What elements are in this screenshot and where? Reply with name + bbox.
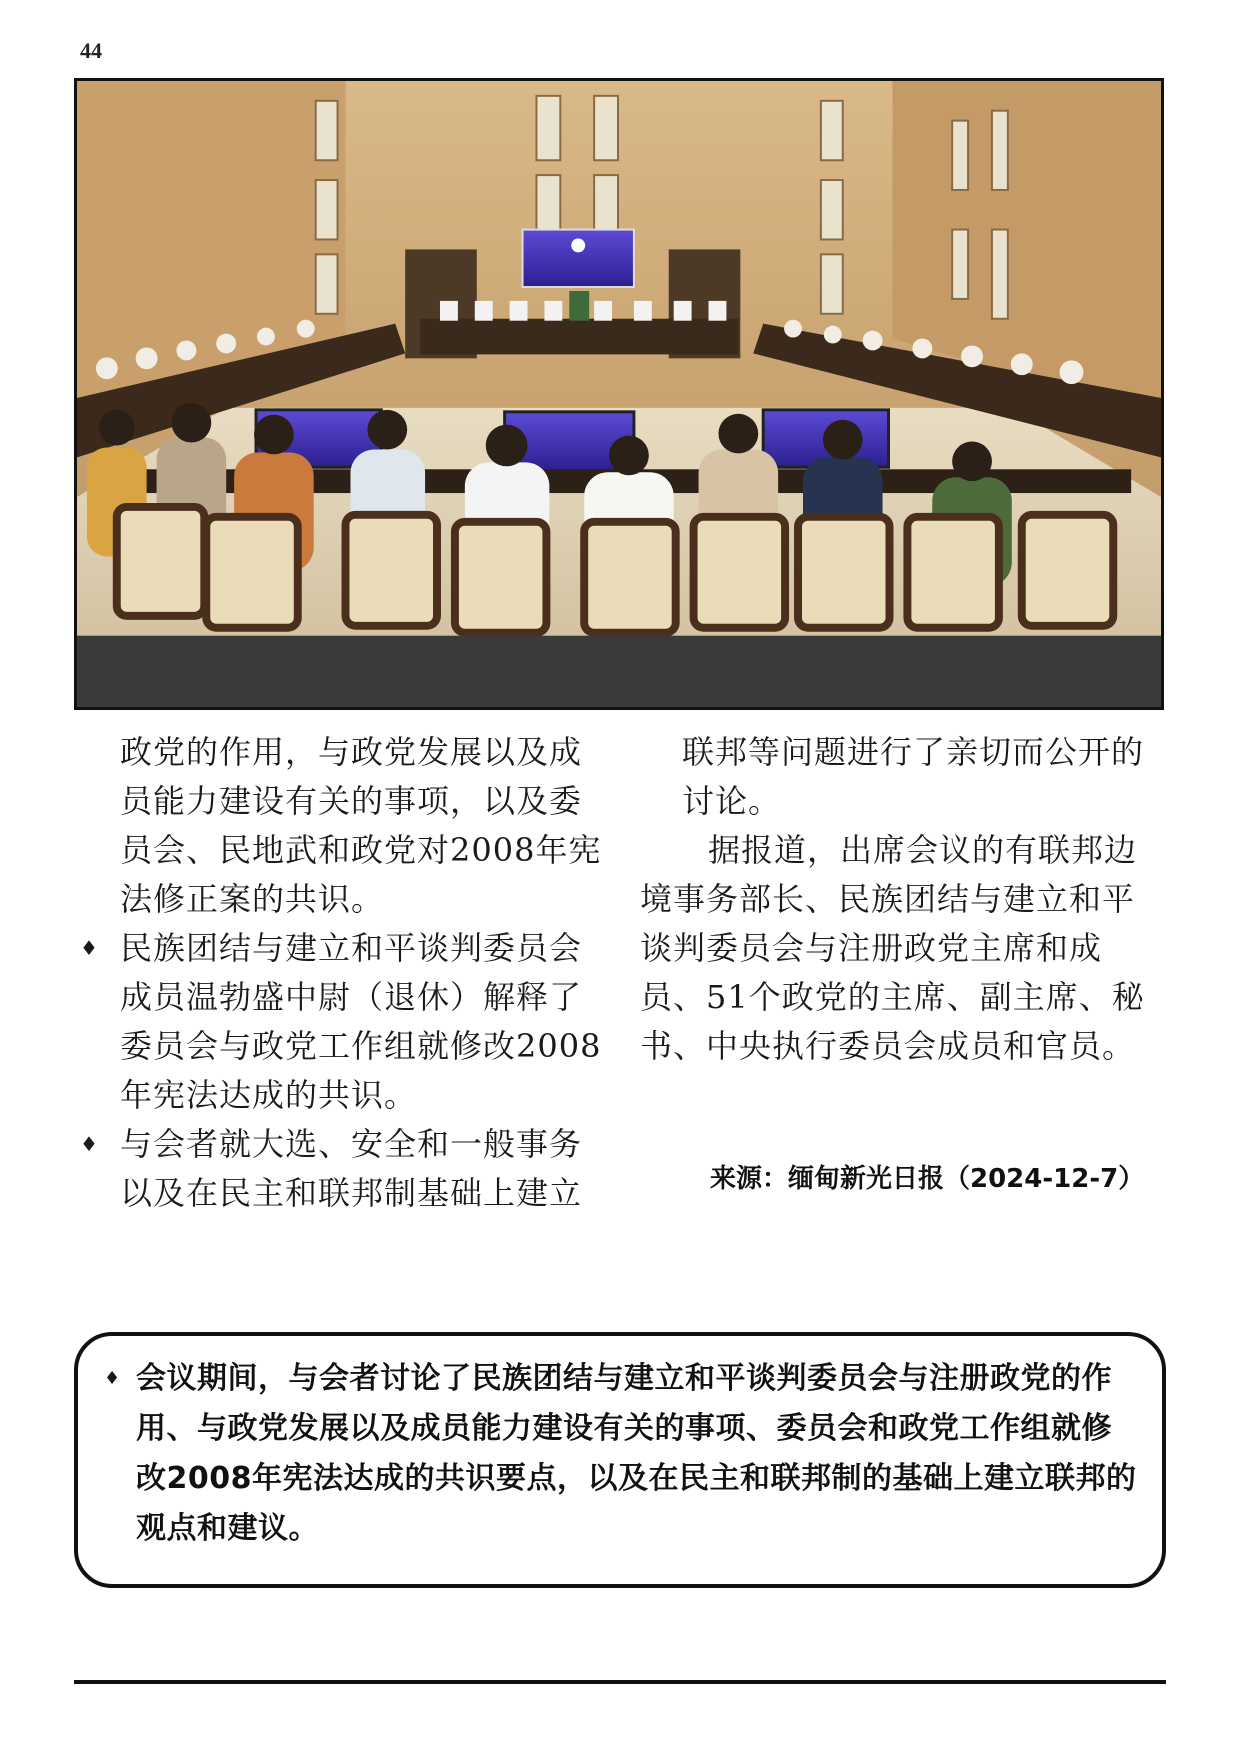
meeting-photo [74, 78, 1164, 710]
summary-callout-box [74, 1332, 1166, 1588]
left-column [80, 728, 605, 1218]
bullet-item [80, 924, 605, 1120]
source-citation: 来源：缅甸新光日报（2024-12-7） [710, 1164, 1145, 1194]
meeting-hall-photo [77, 81, 1161, 707]
bullet-item [80, 1120, 605, 1218]
callout-text: 会议期间，与会者讨论了民族团结与建立和平谈判委员会与注册政党的作用、与政党发展以及成员能力建设有关的事项、委员会和政党工作组就修改2008年宪法达成的共识要点，以及在民主和联邦制的基础上建立联邦的观点和建议。 [136, 1361, 1137, 1546]
right-continuation-paragraph: 联邦等问题进行了亲切而公开的讨论。 [682, 733, 1145, 820]
bottom-rule [74, 1680, 1166, 1684]
right-report-paragraph: 据报道，出席会议的有联邦边境事务部长、民族团结与建立和平谈判委员会与注册政党主席和成员、51个政党的主席、副主席、秘书、中央执行委员会成员和官员。 [640, 831, 1145, 1065]
bullet-text: 民族团结与建立和平谈判委员会成员温勃盛中尉（退休）解释了委员会与政党工作组就修改2008年宪法达成的共识。 [120, 929, 602, 1114]
right-column [640, 728, 1165, 1071]
page-number: 44 [80, 38, 102, 63]
bullet-text: 与会者就大选、安全和一般事务以及在民主和联邦制基础上建立 [120, 1125, 583, 1212]
diamond-bullet-icon: ♦ [80, 936, 99, 960]
diamond-bullet-icon: ♦ [104, 1368, 121, 1389]
diamond-bullet-icon: ♦ [80, 1132, 99, 1156]
left-intro-paragraph: 政党的作用，与政党发展以及成员能力建设有关的事项，以及委员会、民地武和政党对2008年宪法修正案的共识。 [120, 733, 602, 918]
